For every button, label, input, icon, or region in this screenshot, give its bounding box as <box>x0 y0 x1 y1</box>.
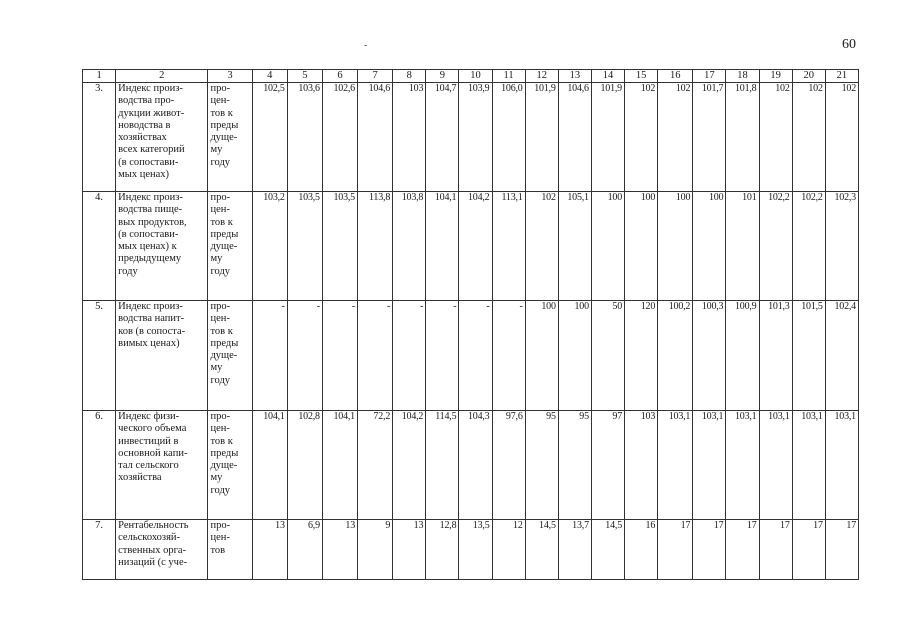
column-header: 4 <box>252 70 287 83</box>
value-cell: 17 <box>792 520 825 580</box>
indicator-name-line: основной капи- <box>118 447 188 459</box>
unit-line: году <box>210 265 231 277</box>
unit-line: цен- <box>210 532 230 544</box>
indicator-name-line: тал сельского <box>118 460 179 472</box>
unit-line: тов <box>210 544 226 556</box>
unit-of-measure <box>208 301 252 411</box>
unit-line: про- <box>210 520 231 531</box>
unit-line: цен- <box>210 204 230 216</box>
column-header: 18 <box>726 70 759 83</box>
value-cell: 102,8 <box>287 411 322 520</box>
table-row <box>83 301 859 411</box>
indicator-name <box>116 411 208 520</box>
column-header: 1 <box>83 70 116 83</box>
value-cell: 104,6 <box>358 83 393 192</box>
value-cell: 102,5 <box>252 83 287 192</box>
value-cell: 13 <box>252 520 287 580</box>
column-header: 13 <box>558 70 591 83</box>
indicator-name-line: мых ценах) <box>118 169 170 181</box>
scan-mark: - <box>364 40 368 51</box>
value-cell: 95 <box>525 411 558 520</box>
value-cell: 103,1 <box>792 411 825 520</box>
table-row <box>83 520 859 580</box>
value-cell: 13,5 <box>459 520 492 580</box>
value-cell: 14,5 <box>525 520 558 580</box>
value-cell: 105,1 <box>558 192 591 301</box>
value-cell: 101,9 <box>591 83 624 192</box>
value-cell: 101,8 <box>726 83 759 192</box>
indicator-name-line: Индекс физи- <box>118 411 180 422</box>
value-cell: 103 <box>393 83 426 192</box>
unit-of-measure <box>208 192 252 301</box>
indicator-name-line: новодства в <box>118 119 171 131</box>
value-cell: - <box>287 301 322 411</box>
unit-line: дуще- <box>210 241 238 253</box>
unit-line: про- <box>210 192 231 203</box>
indicator-name-line: предыдущему <box>118 253 182 265</box>
value-cell: 12 <box>492 520 525 580</box>
row-index: 5. <box>83 301 116 411</box>
unit-of-measure <box>208 83 252 192</box>
value-cell: 13 <box>322 520 357 580</box>
unit-line: преды <box>210 228 239 240</box>
unit-line: цен- <box>210 95 230 107</box>
value-cell: 100 <box>525 301 558 411</box>
unit-line: преды <box>210 447 239 459</box>
value-cell: 97 <box>591 411 624 520</box>
indicator-name-line: вых продуктов, <box>118 216 187 228</box>
data-table <box>82 69 859 580</box>
value-cell: 102,2 <box>792 192 825 301</box>
value-cell: 9 <box>358 520 393 580</box>
indicator-name-line: сельскохозяй- <box>118 532 181 544</box>
row-index: 6. <box>83 411 116 520</box>
value-cell: 103,8 <box>393 192 426 301</box>
unit-of-measure <box>208 520 252 580</box>
value-cell: 104,7 <box>426 83 459 192</box>
unit-line: му <box>210 253 223 265</box>
indicator-name-line: всех категорий <box>118 144 185 156</box>
value-cell: - <box>459 301 492 411</box>
value-cell: 100 <box>558 301 591 411</box>
unit-line: му <box>210 144 223 156</box>
value-cell: 100,9 <box>726 301 759 411</box>
indicator-name-line: хозяйствах <box>118 132 167 144</box>
indicator-name-line: водства про- <box>118 95 175 107</box>
value-cell: 102,3 <box>825 192 858 301</box>
value-cell: 72,2 <box>358 411 393 520</box>
value-cell: 104,1 <box>252 411 287 520</box>
value-cell: 16 <box>625 520 658 580</box>
column-header: 7 <box>358 70 393 83</box>
column-header: 21 <box>825 70 858 83</box>
value-cell: 103,5 <box>322 192 357 301</box>
value-cell: 100 <box>591 192 624 301</box>
value-cell: 104,1 <box>322 411 357 520</box>
column-header: 3 <box>208 70 252 83</box>
unit-line: преды <box>210 337 239 349</box>
value-cell: 104,3 <box>459 411 492 520</box>
indicator-name-line: мых ценах) к <box>118 241 177 253</box>
column-header: 14 <box>591 70 624 83</box>
unit-line: про- <box>210 411 231 422</box>
unit-line: тов к <box>210 216 233 228</box>
value-cell: 101,3 <box>759 301 792 411</box>
indicator-name-line: хозяйства <box>118 472 162 484</box>
indicator-name-line: низаций (с уче- <box>118 556 188 568</box>
unit-line: цен- <box>210 313 230 325</box>
indicator-name <box>116 83 208 192</box>
unit-line: преды <box>210 119 239 131</box>
unit-line: году <box>210 156 231 168</box>
column-header: 19 <box>759 70 792 83</box>
row-index: 3. <box>83 83 116 192</box>
table-row <box>83 411 859 520</box>
header-row <box>83 70 859 83</box>
indicator-name-line: (в сопостави- <box>118 228 179 240</box>
value-cell: 100 <box>658 192 693 301</box>
value-cell: 103,1 <box>825 411 858 520</box>
row-index: 4. <box>83 192 116 301</box>
indicator-name-line: ственных орга- <box>118 544 187 556</box>
indicator-name <box>116 301 208 411</box>
indicator-name-line: вимых ценах) <box>118 337 180 349</box>
value-cell: 102 <box>792 83 825 192</box>
value-cell: 100,2 <box>658 301 693 411</box>
indicator-name-line: водства пище- <box>118 204 183 216</box>
unit-line: дуще- <box>210 460 238 472</box>
value-cell: - <box>358 301 393 411</box>
indicator-name-line: Рентабельность <box>118 520 189 531</box>
value-cell: 14,5 <box>591 520 624 580</box>
value-cell: 103,2 <box>252 192 287 301</box>
unit-of-measure <box>208 411 252 520</box>
unit-line: тов к <box>210 107 233 119</box>
column-header: 12 <box>525 70 558 83</box>
value-cell: 103,1 <box>658 411 693 520</box>
value-cell: 106,0 <box>492 83 525 192</box>
value-cell: 101,5 <box>792 301 825 411</box>
value-cell: 102 <box>525 192 558 301</box>
value-cell: 17 <box>825 520 858 580</box>
value-cell: 104,2 <box>459 192 492 301</box>
value-cell: 101,7 <box>693 83 726 192</box>
value-cell: 100 <box>625 192 658 301</box>
value-cell: - <box>426 301 459 411</box>
value-cell: 101,9 <box>525 83 558 192</box>
value-cell: - <box>252 301 287 411</box>
value-cell: 103,1 <box>759 411 792 520</box>
value-cell: - <box>393 301 426 411</box>
value-cell: 103,6 <box>287 83 322 192</box>
row-index: 7. <box>83 520 116 580</box>
value-cell: 113,8 <box>358 192 393 301</box>
column-header: 11 <box>492 70 525 83</box>
indicator-name-line: ческого объема <box>118 423 187 435</box>
value-cell: 17 <box>759 520 792 580</box>
column-header: 16 <box>658 70 693 83</box>
indicator-name-line: Индекс произ- <box>118 192 183 203</box>
indicator-name-line: инвестиций в <box>118 435 179 447</box>
value-cell: 13 <box>393 520 426 580</box>
table-row <box>83 83 859 192</box>
value-cell: 113,1 <box>492 192 525 301</box>
indicator-name-line: Индекс произ- <box>118 301 183 312</box>
value-cell: 13,7 <box>558 520 591 580</box>
column-header: 2 <box>116 70 208 83</box>
value-cell: 103,5 <box>287 192 322 301</box>
column-header: 5 <box>287 70 322 83</box>
value-cell: 103,1 <box>693 411 726 520</box>
value-cell: 104,2 <box>393 411 426 520</box>
page-number: 60 <box>842 37 856 52</box>
value-cell: 102,4 <box>825 301 858 411</box>
unit-line: му <box>210 472 223 484</box>
unit-line: тов к <box>210 435 233 447</box>
unit-line: про- <box>210 83 231 94</box>
value-cell: 12,8 <box>426 520 459 580</box>
value-cell: 50 <box>591 301 624 411</box>
indicator-name-line: дукции живот- <box>118 107 185 119</box>
column-header: 9 <box>426 70 459 83</box>
unit-line: году <box>210 484 231 496</box>
value-cell: 17 <box>726 520 759 580</box>
value-cell: 102 <box>625 83 658 192</box>
value-cell: 103,1 <box>726 411 759 520</box>
unit-line: дуще- <box>210 350 238 362</box>
indicator-name <box>116 520 208 580</box>
value-cell: 97,6 <box>492 411 525 520</box>
table-row <box>83 192 859 301</box>
value-cell: 104,1 <box>426 192 459 301</box>
value-cell: 102,6 <box>322 83 357 192</box>
unit-line: му <box>210 362 223 374</box>
unit-line: про- <box>210 301 231 312</box>
indicator-name-line: (в сопостави- <box>118 156 179 168</box>
column-header: 10 <box>459 70 492 83</box>
value-cell: 6,9 <box>287 520 322 580</box>
value-cell: 17 <box>693 520 726 580</box>
indicator-name <box>116 192 208 301</box>
value-cell: 114,5 <box>426 411 459 520</box>
column-header: 17 <box>693 70 726 83</box>
unit-line: цен- <box>210 423 230 435</box>
unit-line: тов к <box>210 325 233 337</box>
column-header: 6 <box>322 70 357 83</box>
value-cell: 102 <box>759 83 792 192</box>
value-cell: 104,6 <box>558 83 591 192</box>
value-cell: 103 <box>625 411 658 520</box>
value-cell: 103,9 <box>459 83 492 192</box>
column-header: 20 <box>792 70 825 83</box>
value-cell: - <box>322 301 357 411</box>
value-cell: 100,3 <box>693 301 726 411</box>
value-cell: - <box>492 301 525 411</box>
value-cell: 17 <box>658 520 693 580</box>
indicator-name-line: году <box>118 265 138 277</box>
value-cell: 95 <box>558 411 591 520</box>
value-cell: 102 <box>825 83 858 192</box>
unit-line: году <box>210 374 231 386</box>
indicator-name-line: Индекс произ- <box>118 83 183 94</box>
value-cell: 102 <box>658 83 693 192</box>
unit-line: дуще- <box>210 132 238 144</box>
column-header: 15 <box>625 70 658 83</box>
value-cell: 101 <box>726 192 759 301</box>
indicator-name-line: водства напит- <box>118 313 185 325</box>
value-cell: 100 <box>693 192 726 301</box>
column-header: 8 <box>393 70 426 83</box>
indicator-name-line: ков (в сопоста- <box>118 325 186 337</box>
value-cell: 102,2 <box>759 192 792 301</box>
value-cell: 120 <box>625 301 658 411</box>
